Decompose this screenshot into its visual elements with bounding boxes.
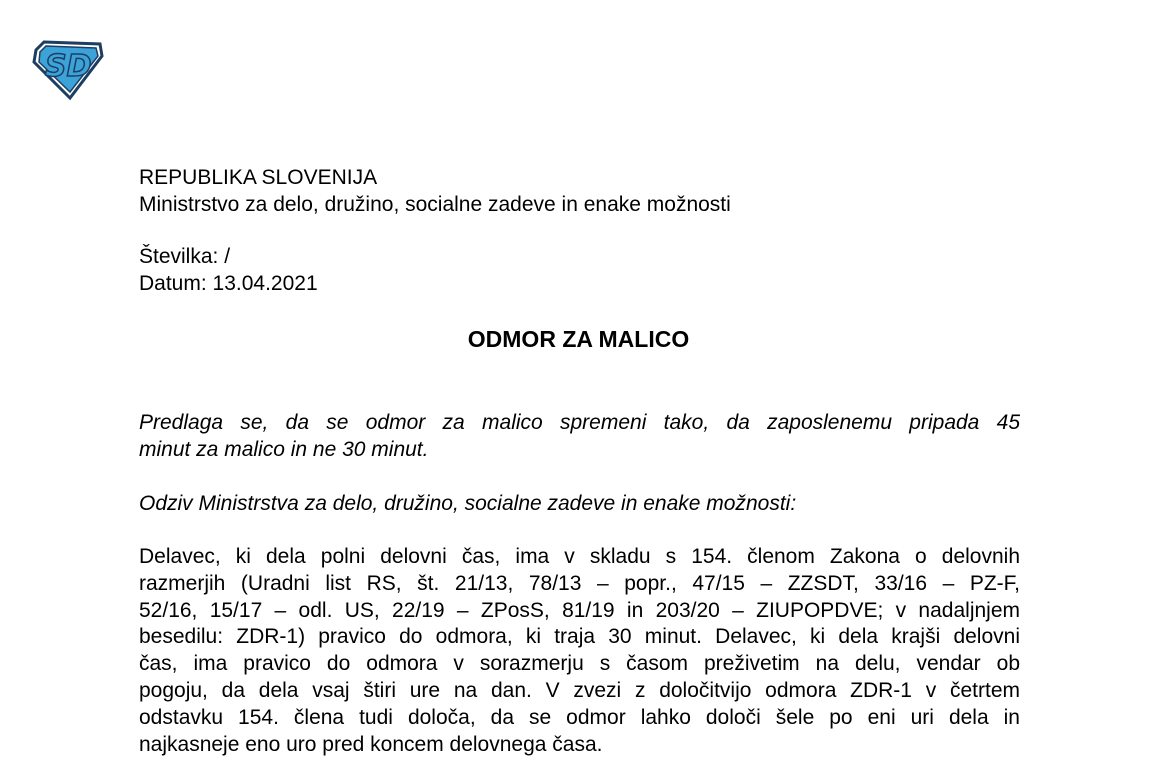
body-line: pogoju, da dela vsaj štiri ure na dan. V zvezi z določitvijo odmora ZDR-1 v četrtem bbox=[139, 678, 1020, 702]
response-heading-text: Odziv Ministrstva za delo, družino, socialne zadeve in enake možnosti: bbox=[139, 492, 797, 515]
proposal-paragraph bbox=[139, 410, 1020, 464]
logo-text: SD bbox=[45, 49, 92, 84]
number-value: / bbox=[224, 245, 231, 268]
document-number bbox=[139, 244, 230, 270]
proposal-line: Predlaga se, da se odmor za malico spremeni tako, da zaposlenemu pripada 45 bbox=[139, 411, 1020, 434]
sd-logo bbox=[30, 40, 104, 100]
header-country: REPUBLIKA SLOVENIJA bbox=[139, 166, 378, 189]
body-line: Delavec, ki dela polni delovni čas, ima v skladu s 154. členom Zakona o delovnih bbox=[139, 545, 1020, 568]
header-ministry: Ministrstvo za delo, družino, socialne zadeve in enake možnosti bbox=[139, 193, 731, 216]
document-title: ODMOR ZA MALICO bbox=[467, 326, 690, 352]
date-value: 13.04.2021 bbox=[212, 272, 318, 295]
body-line: razmerjih (Uradni list RS, št. 21/13, 78/13 – popr., 47/15 – ZZSDT, 33/16 – PZ-F, bbox=[139, 571, 1020, 595]
body-line: čas, ima pravico do odmora v sorazmerju s časom preživetim na delu, vendar ob bbox=[139, 652, 1020, 676]
body-paragraph bbox=[139, 544, 1020, 756]
body-line: odstavku 154. člena tudi določa, da se odmor lahko določi šele po eni uri dela in bbox=[139, 705, 1020, 729]
body-line: besedilu: ZDR-1) pravico do odmora, ki traja 30 minut. Delavec, ki dela krajši delovni bbox=[139, 625, 1020, 649]
proposal-line: minut za malico in ne 30 minut. bbox=[139, 437, 429, 461]
date-label: Datum: bbox=[139, 272, 207, 295]
body-line: 52/16, 15/17 – odl. US, 22/19 – ZPosS, 81/19 in 203/20 – ZIUPOPDVE; v nadaljnjem bbox=[139, 598, 1020, 622]
body-line: najkasneje eno uro pred koncem delovnega časa. bbox=[139, 732, 603, 756]
number-label: Številka: bbox=[139, 245, 219, 268]
document-date bbox=[139, 271, 318, 297]
response-heading bbox=[139, 491, 1020, 518]
